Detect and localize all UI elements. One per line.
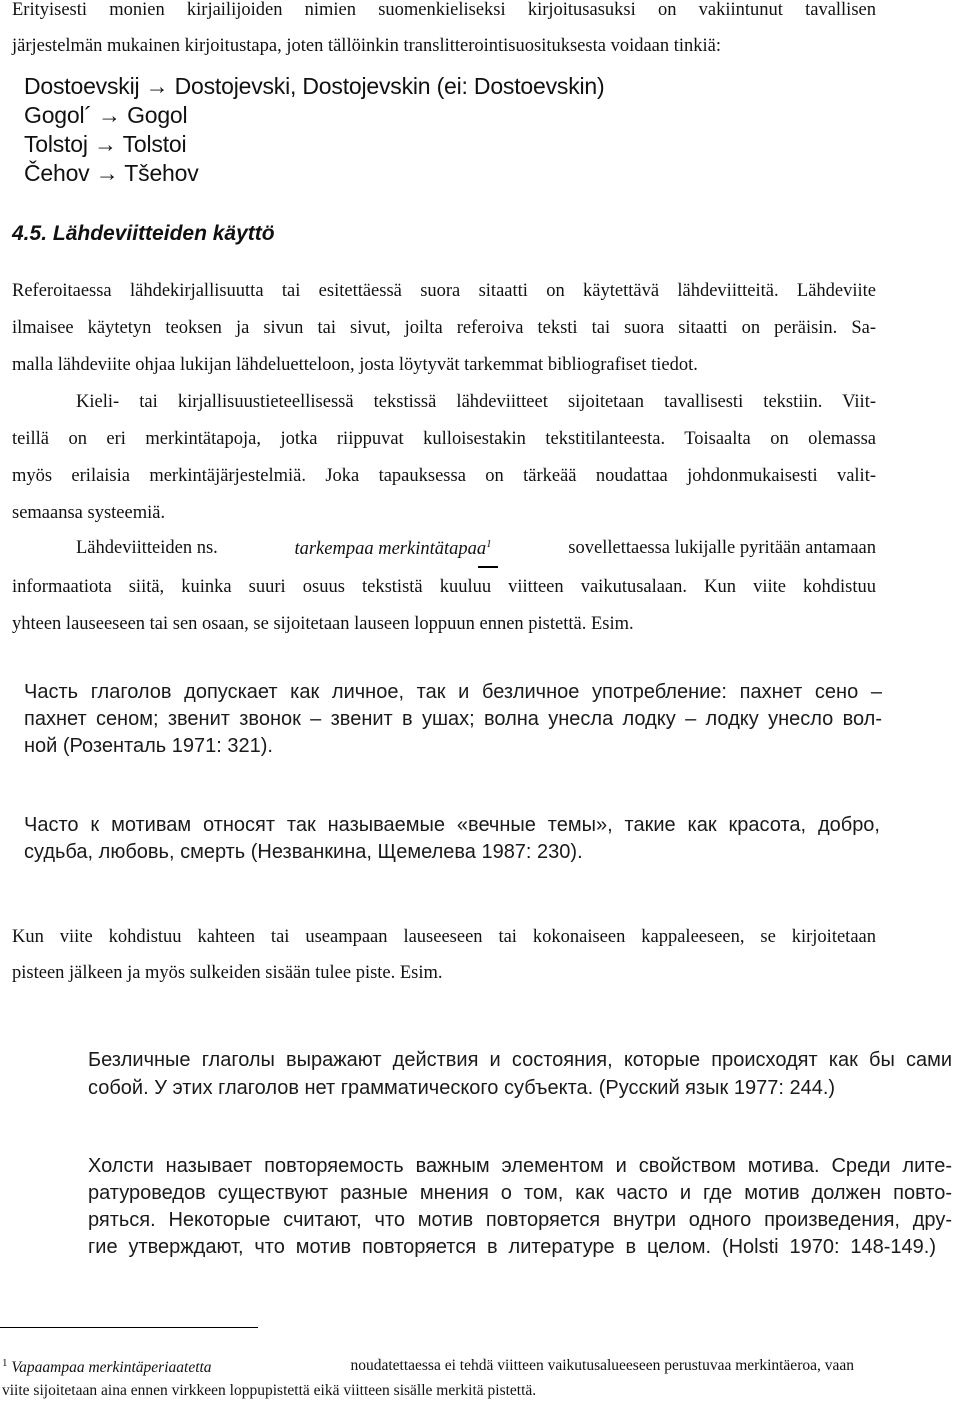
ru-example-2-line-2: судьба, любовь, смерть (Незванкина, Щемелева 1987: 230). xyxy=(24,841,583,863)
para2-line-1: Kieli- tai kirjallisuustieteellisessä tekstissä lähdeviitteet sijoitetaan tavallisesti tekstiin. Viit- xyxy=(76,392,876,412)
para3-line-3: yhteen lauseeseen tai sen osaan, se sijoitetaan lauseen loppuun ennen pistettä. Esim. xyxy=(12,614,634,634)
translit-from: Gogol´ xyxy=(24,102,92,128)
ru-example-1-line-3: ной (Розенталь 1971: 321). xyxy=(24,735,273,757)
translit-example xyxy=(24,101,187,130)
arrow-icon: → xyxy=(145,73,169,99)
ru-example-3-line-1: Безличные глаголы выражают действия и состояния, которые происходят как бы сами xyxy=(88,1049,952,1071)
para1-line-2: ilmaisee käytetyn teoksen ja sivun tai sivut, joilta referoiva teksti tai suora sitaatti on peräisin. Sa- xyxy=(12,318,876,338)
section-heading xyxy=(12,222,275,246)
footnote-italic: Vapaampaa merkintäperiaatetta xyxy=(11,1359,212,1377)
translit-example xyxy=(24,72,604,101)
arrow-icon: → xyxy=(95,160,119,186)
para4-line-2: pisteen jälkeen ja myös sulkeiden sisään tulee piste. Esim. xyxy=(12,963,443,983)
intro-line-2: järjestelmän mukainen kirjoitustapa, joten tällöinkin translitterointisuosituksesta voidaan tinkiä: xyxy=(12,36,722,56)
intro-line-1: Erityisesti monien kirjailijoiden nimien suomenkieliseksi kirjoitusasuksi on vakiintunut tavallisen xyxy=(12,0,876,20)
ru-example-1-line-1: Часть глаголов допускает как личное, так и безличное употребление: пахнет сено – xyxy=(24,681,882,703)
footnote-line-2: viite sijoitetaan aina ennen virkkeen loppupistettä eikä viitteen sisälle merkitä pistettä. xyxy=(2,1382,537,1399)
translit-to: Dostojevski, Dostojevskin (ei: Dostoevskin) xyxy=(174,73,605,99)
translit-from: Čehov xyxy=(24,160,90,186)
arrow-icon: → xyxy=(94,131,117,157)
footnote-ref[interactable]: 1 xyxy=(486,538,492,550)
translit-from: Dostoevskij xyxy=(24,73,140,99)
ru-example-4-line-4: гие утверждают, что мотив повторяется в литературе в целом. (Holsti 1970: 148-149.) xyxy=(88,1236,936,1258)
ru-example-3-line-2: собой. У этих глаголов нет грамматического субъекта. (Русский язык 1977: 244.) xyxy=(88,1077,836,1099)
translit-example xyxy=(24,130,186,159)
footnote-text: noudatettaessa ei tehdä viitteen vaikutusalueeseen perustuvaa merkintäeroa, vaan xyxy=(350,1357,854,1374)
ru-example-2-line-1: Часто к мотивам относят так называемые «вечные темы», такие как красота, добро, xyxy=(24,814,880,836)
para3-emphasis xyxy=(294,538,491,560)
translit-to: Gogol xyxy=(127,102,188,128)
footnote-mark: 1 xyxy=(2,1357,8,1369)
translit-to: Tolstoi xyxy=(122,131,187,157)
para2-line-4: semaansa systeemiä. xyxy=(12,503,166,523)
para2-line-3: myös erilaisia merkintäjärjestelmiä. Joka tapauksessa on tärkeää noudattaa johdonmukaisesti valit- xyxy=(12,466,876,486)
ru-example-4-line-1: Холсти называет повторяемость важным элементом и свойством мотива. Среди лите- xyxy=(88,1155,952,1177)
translit-to: Tšehov xyxy=(124,160,199,186)
para3-text-b: sovellettaessa lukijalle pyritään antamaan xyxy=(568,538,876,558)
footnote-ref-underline xyxy=(478,566,498,568)
ru-example-1-line-2: пахнет сеном; звенит звонок – звенит в ушах; волна унесла лодку – лодку унесло вол- xyxy=(24,708,882,730)
footnote-line-1 xyxy=(2,1357,854,1377)
arrow-icon: → xyxy=(98,102,121,128)
para1-line-3: malla lähdeviite ohjaa lukijan lähdeluetteloon, josta löytyvät tarkemmat bibliografiset tiedot. xyxy=(12,355,698,375)
footnote-separator xyxy=(0,1327,258,1328)
para4-line-1: Kun viite kohdistuu kahteen tai useampaan lauseeseen tai kokonaiseen kappaleeseen, se kirjoitetaan xyxy=(12,927,876,947)
para1-line-1: Referoitaessa lähdekirjallisuutta tai esitettäessä suora sitaatti on käytettävä lähdeviitteitä. Lähdeviite xyxy=(12,281,876,301)
para3-line-2: informaatiota siitä, kuinka suuri osuus tekstistä kuuluu viitteen vaikutusalaan. Kun viite kohdistuu xyxy=(12,577,876,597)
para3-italic: tarkempaa merkintätapaa xyxy=(294,539,487,560)
ru-example-4-line-3: ряться. Некоторые считают, что мотив повторяется внутри одного произведения, дру- xyxy=(88,1209,952,1231)
section-number: 4.5. xyxy=(12,222,48,245)
para3-text-a: Lähdeviitteiden ns. xyxy=(76,538,218,558)
para3-line-1 xyxy=(76,538,876,560)
translit-from: Tolstoj xyxy=(24,131,88,157)
ru-example-4-line-2: ратуроведов существуют разные мнения о том, как часто и где мотив должен повто- xyxy=(88,1182,952,1204)
translit-example xyxy=(24,159,199,188)
section-title: Lähdeviitteiden käyttö xyxy=(52,222,275,245)
footnote-lead xyxy=(2,1357,212,1377)
para2-line-2: teillä on eri merkintätapoja, jotka riippuvat kulloisestakin tekstitilanteesta. Toisaalta on olemassa xyxy=(12,429,876,449)
